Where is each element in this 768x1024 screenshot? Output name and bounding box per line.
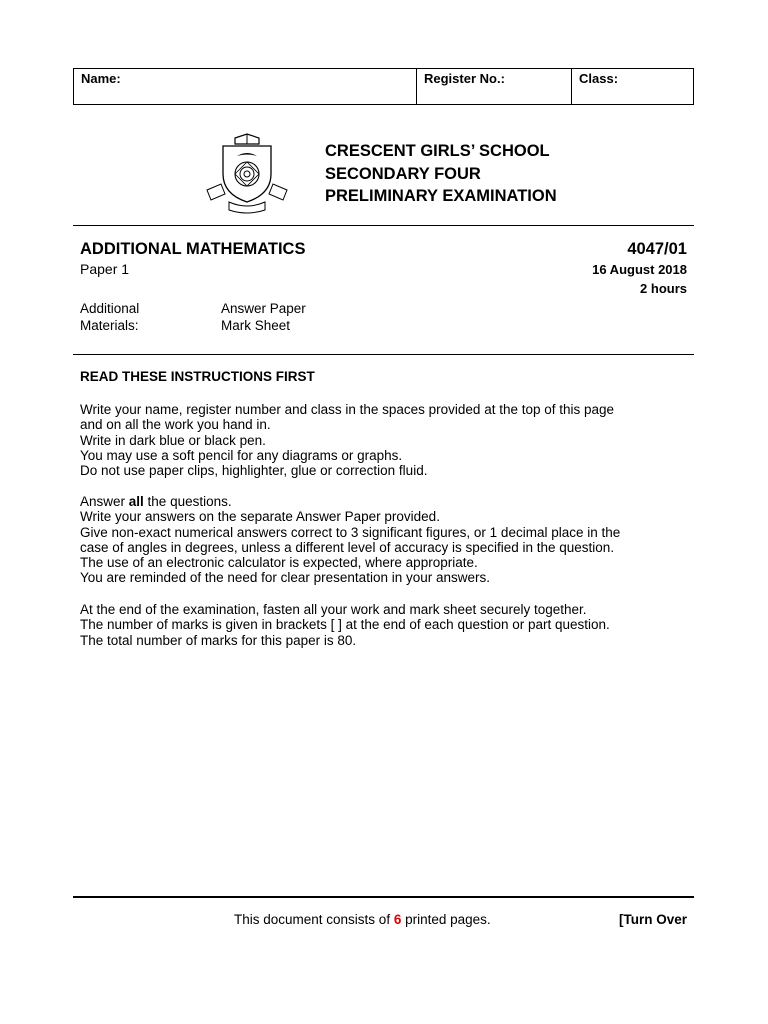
exam-duration: 2 hours [640,281,687,296]
material-item: Answer Paper [221,301,306,316]
divider [73,354,694,355]
divider [73,225,694,226]
paper-code: 4047/01 [627,240,687,258]
materials-label: Additional Materials: [80,301,140,333]
instructions-paragraph-3: At the end of the examination, fasten all your work and mark sheet securely together. The number of marks is given in brackets [ ] at the end of each question or part question. The total number of marks for this paper is 80. [80,602,610,648]
register-label: Register No.: [424,71,505,86]
instructions-paragraph-2: Answer all the questions. Write your answers on the separate Answer Paper provided. Give non-exact numerical answers correct to 3 significant figures, or 1 decimal place in the case of angles in degrees, unless a different level of accuracy is specified in the question. The use of an electronic calculator is expected, where appropriate. You are reminded of the need for clear presentation in your answers. [80,494,680,586]
exam-date: 16 August 2018 [592,262,687,277]
school-crest-icon [203,132,291,214]
answer-all-line: Answer all the questions. [80,494,232,509]
turn-over-label: [Turn Over [618,912,687,927]
paper-number: Paper 1 [80,261,130,277]
register-number-field[interactable] [417,69,572,104]
page-count: 6 [393,912,402,927]
class-field[interactable] [572,69,693,104]
school-level: SECONDARY FOUR [325,164,481,183]
class-label: Class: [579,71,619,86]
instructions-heading: READ THESE INSTRUCTIONS FIRST [80,369,315,384]
footer-divider [73,896,694,898]
name-label: Name: [81,71,121,86]
candidate-info-table [73,68,694,105]
materials-list [221,300,306,334]
material-item: Mark Sheet [221,318,291,333]
school-name: CRESCENT GIRLS’ SCHOOL [325,142,550,160]
exam-title: PRELIMINARY EXAMINATION [325,187,557,205]
school-heading [325,140,557,208]
name-field[interactable] [74,69,417,104]
subject-title: ADDITIONAL MATHEMATICS [80,240,306,258]
instructions-paragraph-1: Write your name, register number and class in the spaces provided at the top of this page and on all the work you hand in. Write in dark blue or black pen. You may use a soft pencil for any diagrams or graphs. Do not use paper clips, highlighter, glue or correction fluid. [80,402,615,479]
